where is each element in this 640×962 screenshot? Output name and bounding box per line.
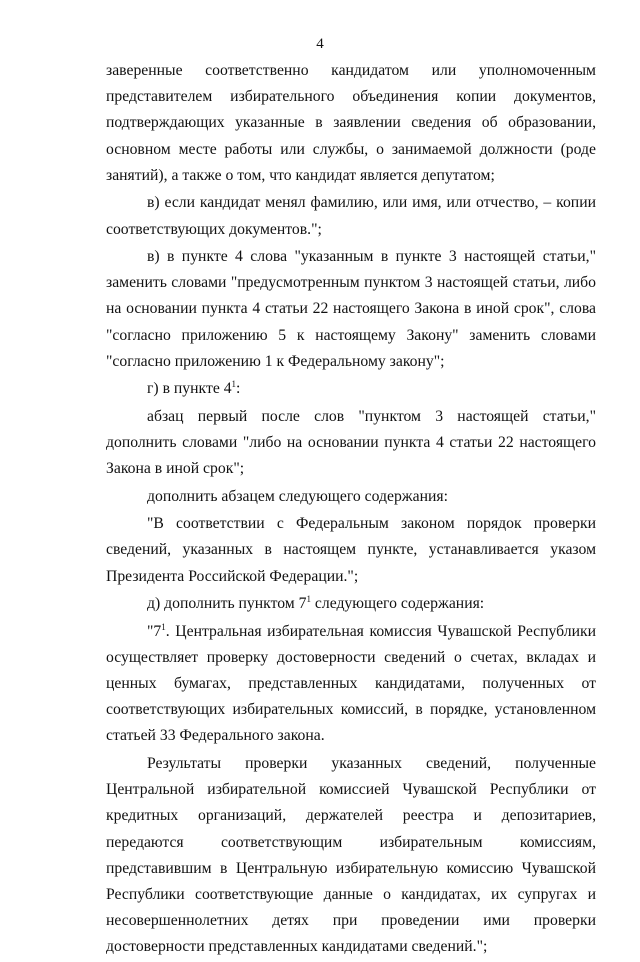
page-number: 4 (316, 36, 324, 52)
paragraph-federal-law-quote: "В соответствии с Федеральным законом порядок проверки сведений, указанных в настоящем пункте, устанавливается указом Президента Российской Федерации."; (106, 515, 596, 585)
superscript-number: 1 (231, 379, 237, 390)
paragraph-item-d-point-7-1 (106, 591, 596, 617)
paragraph-item-v-copies: в) если кандидат менял фамилию, или имя, или отчество, – копии соответствующих документов."; (106, 194, 596, 238)
paragraph-text: "7 (147, 622, 162, 640)
paragraph-text: следующего содержания: (310, 595, 485, 613)
document-body (106, 58, 596, 962)
paragraph-item-v-point-4: в) в пункте 4 слова "указанным в пункте 3 настоящей статьи," заменить словами "предусмотренным пунктом 3 настоящей статьи, либо на основании пункта 4 статьи 22 настоящего Закона в иной срок", слова "согласно приложению 5 к настоящему Закону" заменить словами "согласно приложению 1 к Федеральному закону"; (106, 248, 596, 370)
paragraph-continuation: заверенные соответственно кандидатом или уполномоченным представителем избирательного объединения копии документов, подтверждающих указанные в заявлении сведения об образовании, основном месте работы или службы, о занимаемой должности (роде занятий), а также о том, что кандидат является депутатом; (106, 62, 596, 184)
superscript-number: 1 (161, 621, 166, 632)
paragraph-text: г) в пункте 4 (147, 380, 232, 398)
paragraph-add-abzac: дополнить абзацем следующего содержания: (147, 487, 448, 505)
paragraph-text: д) дополнить пунктом 7 (147, 595, 307, 613)
paragraph-first-abzac: абзац первый после слов "пунктом 3 настоящей статьи," дополнить словами "либо на основании пункта 4 статьи 22 настоящего Закона в иной срок"; (106, 407, 596, 478)
paragraph-point-7-1-text (106, 619, 596, 750)
superscript-number: 1 (306, 594, 311, 605)
paragraph-text: : (236, 380, 241, 398)
paragraph-text: . Центральная избирательная комиссия Чувашской Республики осуществляет проверку достоверности сведений о счетах, вкладах и ценных бумагах, представленных кандидатами, полученных от соответствующих избирательных комиссий, в порядке, установленном статьей 33 Федерального закона. (106, 622, 596, 745)
paragraph-check-results: Результаты проверки указанных сведений, полученные Центральной избирательной комиссией Чувашской Республики от кредитных организаций, держателей реестра и депозитариев, передаются соответствующим избирательным комиссиям, представившим в Центральную избирательную комиссию Чувашской Республики соответствующие данные о кандидатах, их супругах и несовершеннолетних детях при проведении ими проверки достоверности представленных кандидатами сведений."; (106, 754, 596, 956)
paragraph-item-g-point-4-1 (106, 376, 596, 402)
